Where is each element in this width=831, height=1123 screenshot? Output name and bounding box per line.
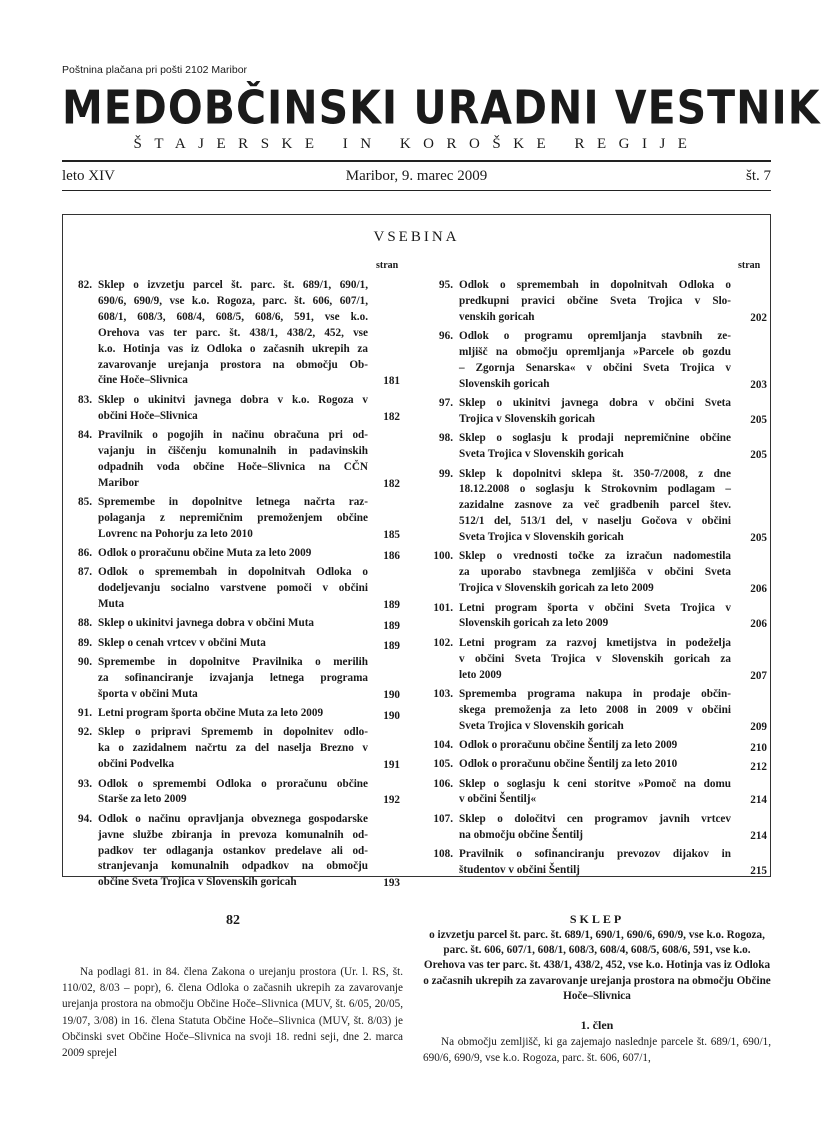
toc-entry-page: 205 [750,449,767,462]
toc-entry-title-line: Odlok o programu opremljanja stavbnih ze- [459,330,731,343]
toc-entry-title-line: stranjevanja komunalnih odpadkov na območju [98,860,368,873]
toc-entry-title-line: Sklep o ukinitvi javnega dobra v k.o. Rogoza v [98,393,368,406]
toc-entry-title-line: na območju občine Šentilj [459,828,584,841]
toc-entry-title-line: Odlok o proračunu občine Muta za leto 2009 [98,547,312,559]
toc-entry-page: 206 [750,583,767,596]
toc-entry-title-line: javne službe zbiranja in prevoza komunalnih od- [98,828,368,841]
toc-entry-title-line: polaganja z nepremičnim premoženjem občine [98,511,368,524]
toc-entry-title-line: Orehova vas ter parc. št. 438/1, 438/2, 452, vse [98,326,368,339]
clause-heading: 1. člen [580,1018,614,1032]
toc-entry-page: 212 [750,761,767,774]
decision-description: o izvzetju parcel št. parc. št. 689/1, 690/1, 690/6, 690/9, vse k.o. Rogoza, parc. št. 606, 607/1, 608/1, 608/3, 608/4, 608/5, 608/6, 591, vse k.o. Orehova vas ter parc. št. 438/1, 438/2, 452, vse k.o. Hotinja vas iz Odloka o začasnih ukrepih za zavarovanje urejanja prostora na območju Občine Hoče–Slivnica [423,929,771,1002]
toc-entry-number: 86. [78,547,92,559]
toc-entry-number: 106. [433,777,453,790]
toc-entry-page: 214 [750,829,767,842]
issue-meta [62,168,771,188]
toc-entry-title-line: Trojica v Slovenskih goricah za leto 2009 [459,582,654,595]
toc-entry-title-line: Odlok o spremembah in dopolnitvah Odloka o [98,566,368,579]
toc-entry-number: 95. [439,279,453,291]
toc-entry-page: 205 [750,532,767,545]
toc-entry-page: 206 [750,618,767,631]
toc-entry-title-line: Letni program športa v občini Sveta Trojica v [459,601,731,614]
toc-entry-title-line: Odlok o načinu opravljanja obveznega gospodarske [98,812,368,825]
page-column-label-right: stran [738,260,761,271]
toc-entry-title-line: Sveta Trojica v Slovenskih goricah [459,448,624,461]
toc-entry-number: 99. [439,467,453,480]
toc-entry-number: 90. [78,656,92,668]
decision-title: SKLEP [569,912,625,926]
toc-entry-title-line: Sklep o izvzetju parcel št. parc. št. 689/1, 690/1, [98,279,368,291]
toc-entry-number: 96. [439,330,453,343]
toc-entry-title-line: Maribor [98,476,140,489]
toc-entry-title-line: Letni program športa občine Muta za leto 2009 [98,707,324,720]
masthead-subtitle: ŠTAJERSKE IN KOROŠKE REGIJE [133,136,700,152]
toc-entry-title-line: leto 2009 [459,668,502,681]
toc-entry-title-line: Sklep o vrednosti točke za izračun nadomestila [459,550,731,563]
toc-entry-title-line: 690/6, 690/9, vse k.o. Rogoza, parc. št. 606, 607/1, [98,294,368,307]
toc-entry-page: 189 [383,620,400,633]
toc-entry-title-line: za sofinanciranje izvajanja letnega programa [98,671,368,684]
toc-entry-title-line: za uporabo stavbnega zemljišča v občini Sveta [459,566,731,579]
toc-entry-page: 215 [750,864,767,877]
contents-heading: VSEBINA [373,229,460,245]
toc-entry-title-line: 18.12.2008 o soglasju k Strokovnim podlagam – [459,483,731,496]
toc-entry-number: 98. [439,432,453,445]
toc-entry-page: 191 [383,759,400,772]
toc-entry-number: 97. [439,397,453,410]
toc-entry-title-line: čine Hoče–Slivnica [98,374,188,387]
toc-entry-title-line: športa v občini Muta [98,687,198,700]
toc-entry-number: 101. [433,601,453,614]
toc-entry-title-line: k.o. Hotinja vas iz Odloka o začasnih ukrepih za [98,342,368,355]
toc-entry-number: 92. [78,726,92,739]
toc-entry-number: 85. [78,495,92,508]
toc-entry-page: 190 [383,688,400,701]
toc-entry-number: 104. [433,738,453,751]
toc-entry-page: 186 [383,550,400,562]
toc-entry-title-line: Odlok o proračunu občine Šentilj za leto 2009 [459,738,678,751]
toc-entry-page: 214 [750,794,767,807]
toc-entry-title-line: Slovenskih goricah za leto 2009 [459,617,609,630]
toc-entry-title-line: Pravilnik o pogojih in načinu obračuna pri od- [98,428,368,441]
toc-entry-title-line: 608/1, 608/3, 608/4, 608/5, 608/6, 591, vse k.o. [98,310,368,323]
toc-entry-number: 107. [433,812,453,825]
toc-entry-title-line: Lovrenc na Pohorju za leto 2010 [98,527,253,540]
toc-entry-title-line: Sklep o soglasju k ceni storitve »Pomoč na domu [459,777,731,790]
toc-entry-title-line: Starše za leto 2009 [98,793,187,806]
toc-entry-page: 192 [383,794,400,807]
toc-entry-title-line: zavarovanje urejanja prostora na območju Ob- [98,358,368,371]
postage-note: Poštnina plačana pri pošti 2102 Maribor [62,64,248,76]
toc-entry-number: 87. [78,566,92,579]
toc-entry-title-line: Spremembe in dopolnitve letnega načrta raz- [98,495,368,508]
toc-entry-title-line: Odlok o spremembi Odloka o proračunu občine [98,777,368,790]
issue-date: Maribor, 9. marec 2009 [345,168,488,184]
toc-entry-title-line: zazidalne zasnove za več gradbenih parcel štev. [459,499,731,512]
toc-entry-page: 181 [383,375,400,388]
masthead-title: MEDOBČINSKI URADNI VESTNIK [62,81,821,135]
toc-entry-title-line: Sklep o ukinitvi javnega dobra v občini Sveta [459,397,731,410]
issue-year: leto XIV [62,168,115,184]
toc-entry-number: 102. [433,636,453,649]
toc-entry-title-line: skega premoženja za leto 2008 in 2009 v občini [459,703,731,716]
top-rule-thin [62,190,771,191]
toc-entry-title-line: v občini Sveta Trojica v Slovenskih goricah za [459,652,731,665]
toc-entry-title-line: mljišč na območju opremljanja »Parcele ob gozdu [459,346,731,358]
toc-entry-page: 190 [383,710,400,723]
toc-entry-page: 205 [750,414,767,426]
toc-entry-number: 91. [78,707,92,720]
toc-entry-title-line: Sklep o ukinitvi javnega dobra v občini Muta [98,617,315,630]
toc-entry-title-line: 512/1 del, 513/1 del, v naselju Gočova v občini [459,515,731,528]
toc-entry-title-line: Sklep o pripravi Sprememb in dopolnitev odlo- [98,726,368,739]
toc-entry-number: 105. [433,758,453,771]
toc-entry-page: 207 [750,669,767,682]
toc-entry-page: 203 [750,378,767,391]
toc-entry-page: 185 [383,528,400,541]
toc-entry-title-line: venskih goricah [459,310,535,323]
toc-entry-title-line: Pravilnik o sofinanciranju prevozov dijakov in [459,847,731,860]
toc-entry-number: 83. [78,393,92,406]
toc-entry-title-line: občini Hoče–Slivnica [98,409,198,422]
toc-entry-title-line: Sveta Trojica v Slovenskih goricah [459,531,624,544]
toc-entry-page: 210 [750,741,767,754]
toc-entry-title-line: Odlok o proračunu občine Šentilj za leto 2010 [459,758,678,771]
toc-entry-page: 182 [383,477,400,490]
toc-entry-title-line: ka o zazidalnem načrtu za del naselja Brezno v [98,742,368,755]
toc-entry-page: 182 [383,410,400,423]
clause-body: Na območju zemljišč, ki ga zajemajo naslednje parcele št. 689/1, 690/1, 690/6, 690/9, vse k.o. Rogoza, parc. št. 606, 607/1, [423,1036,771,1065]
toc-entry-number: 89. [78,636,92,649]
toc-entry-title-line: dodeljevanju socialno varstvene pomoči v občini [98,582,368,595]
toc-entry-title-line: Odlok o spremembah in dopolnitvah Odloka o [459,279,731,291]
toc-entry-page: 189 [383,599,400,612]
issue-number: št. 7 [745,168,771,184]
toc-entry-title-line: vajanju in čiščenju komunalnih in padavinskih [98,444,368,457]
toc-entry-number: 103. [433,687,453,700]
toc-entry-title-line: Sklep o določitvi cen programov javnih vrtcev [459,812,731,825]
toc-entry-title-line: Slovenskih goricah [459,377,550,390]
toc-entry-title-line: Muta [98,598,125,611]
toc-entry-title-line: Sklep o soglasju k prodaji nepremičnine občine [459,432,731,445]
article-preamble: Na podlagi 81. in 84. člena Zakona o urejanju prostora (Ur. l. RS, št. 110/02, 8/03 – popr), 6. člena Odloka o začasnih ukrepih za zavarovanje urejanja prostora na območju Občine Hoče–Slivnica (MUV, št. 6/05, 20/05, 19/07, 3/08) in 16. člena Statuta Občine Hoče–Slivnica (MUV, št. 8/03) je Občinski svet Občine Hoče–Slivnica na svoji 18. redni seji, dne 2. marca 2009 sprejel [62,966,403,1060]
toc-entry-page: 209 [750,720,767,733]
page-column-label-left: stran [376,260,399,271]
toc-entry-title-line: Sklep o cenah vrtcev v občini Muta [98,636,266,649]
toc-entry-title-line: občini Podvelka [98,758,175,771]
toc-entry-number: 84. [78,428,92,441]
toc-entry-title-line: padkov ter odlaganja ostankov predelave ali od- [98,844,368,857]
toc-entry-page: 193 [383,877,400,890]
toc-entry-title-line: Sklep k dopolnitvi sklepa št. 350-7/2008, z dne [459,467,731,480]
toc-entry-title-line: Sveta Trojica v Slovenskih goricah [459,719,624,732]
toc-entry-title-line: študentov v občini Šentilj [459,863,580,876]
toc-entry-page: 189 [383,639,400,652]
toc-entry-number: 100. [433,550,453,563]
toc-entry-number: 93. [78,777,92,790]
article-number: 82 [226,913,240,928]
toc-entry-title-line: – Zgornja Senarska« v občini Sveta Trojica v [459,361,731,374]
toc-entry-number: 88. [78,617,92,630]
toc-entry-title-line: v občini Šentilj« [459,793,537,806]
toc-entry-title-line: Letni program za razvoj kmetijstva in podeželja [459,636,731,649]
top-rule-thick [62,160,771,162]
toc-entry-title-line: Trojica v Slovenskih goricah [459,413,596,425]
toc-entry-title-line: občine Sveta Trojica v Slovenskih goricah [98,876,297,889]
toc-entry-page: 202 [750,311,767,324]
toc-entry-number: 94. [78,812,92,825]
toc-entry-title-line: predkupni pravici občine Sveta Trojica v Slo- [459,294,731,307]
toc-entry-title-line: Spremembe in dopolnitve Pravilnika o merilih [98,656,368,668]
toc-entry-number: 82. [78,279,92,291]
toc-entry-title-line: Sprememba programa nakupa in prodaje občin- [459,687,731,700]
toc-entry-number: 108. [433,847,453,860]
toc-entry-title-line: odpadnih voda občine Hoče–Slivnica na CČN [98,460,368,473]
